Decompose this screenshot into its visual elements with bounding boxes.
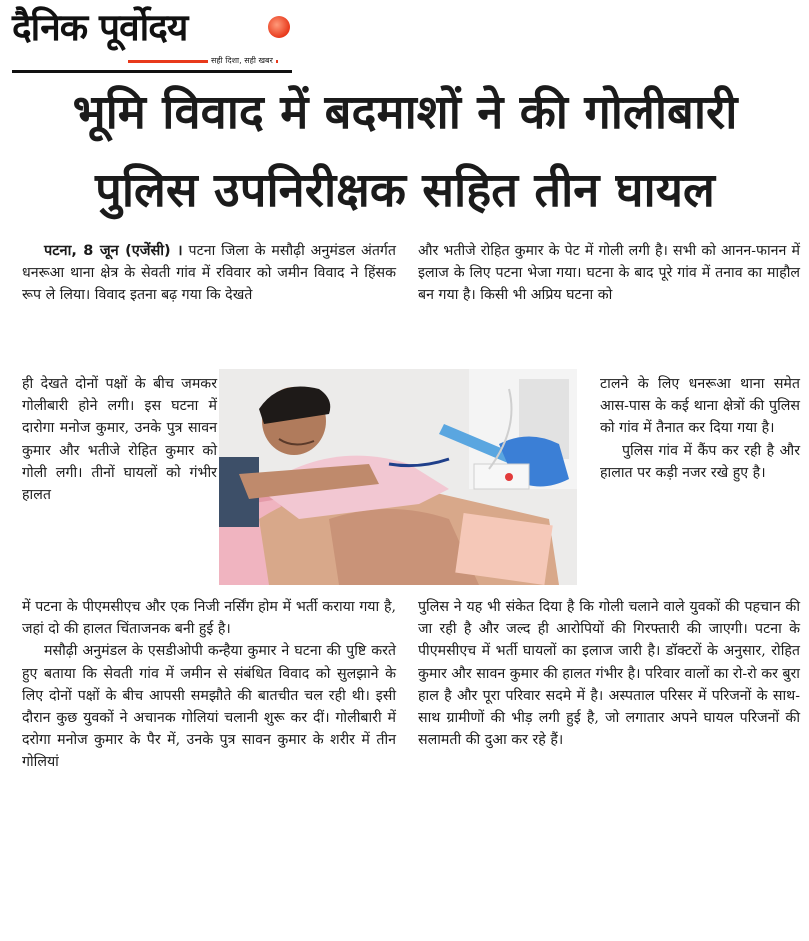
article-dateline: पटना, 8 जून (एजेंसी) । [44,243,183,259]
article-text: मसौढ़ी अनुमंडल के एसडीओपी कन्हैया कुमार ने घटना की पुष्टि करते हुए बताया कि सेवती गांव में जमीन से संबंधित विवाद को सुलझाने के लिए दोनों पक्षों के बीच आपसी समझौते की बातचीत चल रही थी। इसी दौरान कुछ युवकों ने अचानक गोलियां चलानी शुरू कर दीं। गोलीबारी में दरोगा मनोज कुमार के पैर में, उनके पुत्र सावन कुमार के शरीर में तीन गोलियां [22,643,396,771]
article-right-wrap [600,373,800,484]
article-right-top: और भतीजे रोहित कुमार के पेट में गोली लगी है। सभी को आनन-फानन में इलाज के लिए पटना भेजा गया। घटना के बाद पूरे गांव में तनाव का माहौल बन गया है। किसी भी अप्रिय घटना को [418,243,800,304]
article-left-top [22,240,396,307]
injured-man-photo [219,369,577,585]
newspaper-tagline: सही दिशा, सही खबर [208,56,276,66]
newspaper-name: दैनिक पूर्वोदय [12,6,188,49]
article-paragraph: में पटना के पीएमसीएच और एक निजी नर्सिंग होम में भर्ती कराया गया है, जहां दो की हालत चिंताजनक बनी हुई है। [22,599,396,638]
news-photo [219,369,577,585]
article-paragraph [600,440,800,484]
article-paragraph: टालने के लिए धनरूआ थाना समेत आस-पास के कई थाना क्षेत्रों की पुलिस को गांव में तैनात कर दिया गया है। [600,376,800,437]
article-left-wrap: ही देखते दोनों पक्षों के बीच जमकर गोलीबारी होने लगी। इस घटना में दारोगा मनोज कुमार, उनके पुत्र सावन कुमार और भतीजे रोहित कुमार को गोली लगी। तीनों घायलों को गंभीर हालत [22,376,217,504]
masthead-black-rule [12,70,292,73]
logo-sun-icon [268,16,290,38]
headline-line-2: पुलिस उपनिरीक्षक सहित तीन घायल [95,163,715,218]
article-left-bottom [22,596,396,774]
headline-line-1: भूमि विवाद में बदमाशों ने की गोलीबारी [72,85,738,140]
article-paragraph [22,640,396,773]
article-right-bottom: पुलिस ने यह भी संकेत दिया है कि गोली चलाने वाले युवकों की पहचान की जा रही है और जल्द ही आरोपियों की गिरफ्तारी की जाएगी। पटना के पीएमसीएच में भर्ती घायलों का इलाज जारी है। डॉक्टरों के अनुसार, रोहित कुमार और सावन कुमार की हालत गंभीर है। परिवार वालों का रो-रो कर बुरा हाल है और पूरा परिवार सदमे में है। अस्पताल परिसर में परिजनों के साथ-साथ ग्रामीणों की भीड़ लगी हुई है, जो लगातार अपने घायल परिजनों की सलामती की दुआ कर रहे हैं। [418,599,800,749]
article-text: पटना जिला के मसौढ़ी अनुमंडल अंतर्गत धनरूआ थाना क्षेत्र के सेवती गांव में रविवार को जमीन विवाद ने हिंसक रूप ले लिया। विवाद इतना बढ़ गया कि देखते [22,243,396,304]
masthead [12,6,292,72]
article-text: पुलिस गांव में कैंप कर रही है और हालात पर कड़ी नजर रखे हुए है। [600,442,800,481]
